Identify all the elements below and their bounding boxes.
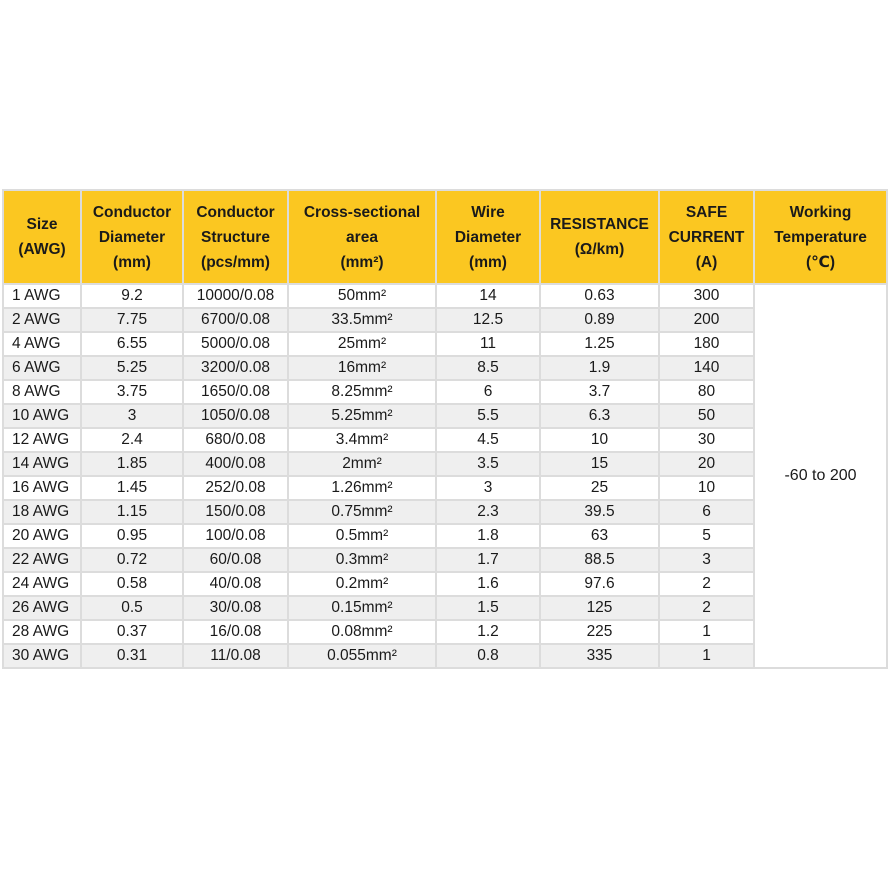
conductor-diameter-cell: 7.75 <box>81 308 183 332</box>
wire-diameter-cell: 8.5 <box>436 356 540 380</box>
conductor-diameter-cell: 0.31 <box>81 644 183 668</box>
header-wire-diameter <box>436 190 540 284</box>
conductor-structure-cell: 100/0.08 <box>183 524 288 548</box>
header-safe-current <box>659 190 754 284</box>
header-line: (mm²) <box>340 253 384 271</box>
safe-current-cell: 80 <box>659 380 754 404</box>
header-line: Working <box>789 203 852 221</box>
conductor-diameter-cell: 3 <box>81 404 183 428</box>
table-body <box>3 284 887 668</box>
header-line: Diameter <box>98 228 166 246</box>
resistance-cell: 6.3 <box>540 404 659 428</box>
header-line: SAFE <box>685 203 728 221</box>
wire-diameter-cell: 12.5 <box>436 308 540 332</box>
size-cell: 2 AWG <box>3 308 81 332</box>
header-working-temperature <box>754 190 887 284</box>
size-cell: 24 AWG <box>3 572 81 596</box>
resistance-cell: 10 <box>540 428 659 452</box>
size-cell: 10 AWG <box>3 404 81 428</box>
conductor-diameter-cell: 0.72 <box>81 548 183 572</box>
conductor-structure-cell: 1050/0.08 <box>183 404 288 428</box>
safe-current-cell: 6 <box>659 500 754 524</box>
header-size <box>3 190 81 284</box>
conductor-structure-cell: 60/0.08 <box>183 548 288 572</box>
safe-current-cell: 2 <box>659 596 754 620</box>
conductor-diameter-cell: 2.4 <box>81 428 183 452</box>
conductor-diameter-cell: 0.37 <box>81 620 183 644</box>
resistance-cell: 1.9 <box>540 356 659 380</box>
header-line: (℃) <box>805 253 836 271</box>
header-resistance <box>540 190 659 284</box>
header-line: Size <box>26 216 58 233</box>
cross-sectional-area-cell: 0.15mm² <box>288 596 436 620</box>
resistance-cell: 39.5 <box>540 500 659 524</box>
cross-sectional-area-cell: 1.26mm² <box>288 476 436 500</box>
wire-diameter-cell: 1.2 <box>436 620 540 644</box>
cross-sectional-area-cell: 33.5mm² <box>288 308 436 332</box>
safe-current-cell: 1 <box>659 620 754 644</box>
cross-sectional-area-cell: 0.08mm² <box>288 620 436 644</box>
header-line: RESISTANCE <box>550 216 649 233</box>
conductor-structure-cell: 11/0.08 <box>183 644 288 668</box>
awg-spec-table <box>2 189 888 669</box>
conductor-structure-cell: 1650/0.08 <box>183 380 288 404</box>
cross-sectional-area-cell: 50mm² <box>288 284 436 308</box>
wire-diameter-cell: 2.3 <box>436 500 540 524</box>
conductor-diameter-cell: 0.58 <box>81 572 183 596</box>
conductor-diameter-cell: 5.25 <box>81 356 183 380</box>
table-row <box>3 284 887 308</box>
table-header <box>3 190 887 284</box>
cross-sectional-area-cell: 0.3mm² <box>288 548 436 572</box>
safe-current-cell: 30 <box>659 428 754 452</box>
size-cell: 8 AWG <box>3 380 81 404</box>
conductor-diameter-cell: 0.5 <box>81 596 183 620</box>
resistance-cell: 225 <box>540 620 659 644</box>
size-cell: 12 AWG <box>3 428 81 452</box>
wire-diameter-cell: 1.8 <box>436 524 540 548</box>
size-cell: 4 AWG <box>3 332 81 356</box>
header-line: (mm) <box>113 253 151 271</box>
conductor-structure-cell: 40/0.08 <box>183 572 288 596</box>
size-cell: 22 AWG <box>3 548 81 572</box>
resistance-cell: 88.5 <box>540 548 659 572</box>
size-cell: 16 AWG <box>3 476 81 500</box>
size-cell: 20 AWG <box>3 524 81 548</box>
header-line: (pcs/mm) <box>201 253 270 271</box>
safe-current-cell: 140 <box>659 356 754 380</box>
conductor-diameter-cell: 3.75 <box>81 380 183 404</box>
cross-sectional-area-cell: 0.2mm² <box>288 572 436 596</box>
conductor-structure-cell: 252/0.08 <box>183 476 288 500</box>
conductor-structure-cell: 10000/0.08 <box>183 284 288 308</box>
header-line: Conductor <box>92 203 172 221</box>
resistance-cell: 15 <box>540 452 659 476</box>
cross-sectional-area-cell: 5.25mm² <box>288 404 436 428</box>
conductor-diameter-cell: 1.45 <box>81 476 183 500</box>
wire-diameter-cell: 4.5 <box>436 428 540 452</box>
safe-current-cell: 3 <box>659 548 754 572</box>
size-cell: 6 AWG <box>3 356 81 380</box>
cross-sectional-area-cell: 25mm² <box>288 332 436 356</box>
header-line: (mm) <box>469 253 507 271</box>
resistance-cell: 97.6 <box>540 572 659 596</box>
cross-sectional-area-cell: 3.4mm² <box>288 428 436 452</box>
resistance-cell: 3.7 <box>540 380 659 404</box>
cross-sectional-area-cell: 0.5mm² <box>288 524 436 548</box>
wire-diameter-cell: 1.6 <box>436 572 540 596</box>
header-line: (AWG) <box>18 241 66 258</box>
cross-sectional-area-cell: 16mm² <box>288 356 436 380</box>
header-line: Wire <box>471 203 505 221</box>
wire-diameter-cell: 5.5 <box>436 404 540 428</box>
header-line: Temperature <box>774 228 867 246</box>
safe-current-cell: 20 <box>659 452 754 476</box>
safe-current-cell: 180 <box>659 332 754 356</box>
header-row <box>3 190 887 284</box>
safe-current-cell: 300 <box>659 284 754 308</box>
conductor-structure-cell: 30/0.08 <box>183 596 288 620</box>
wire-diameter-cell: 6 <box>436 380 540 404</box>
resistance-cell: 0.89 <box>540 308 659 332</box>
wire-diameter-cell: 1.5 <box>436 596 540 620</box>
cross-sectional-area-cell: 0.75mm² <box>288 500 436 524</box>
header-line: Structure <box>201 228 270 246</box>
conductor-structure-cell: 5000/0.08 <box>183 332 288 356</box>
resistance-cell: 125 <box>540 596 659 620</box>
size-cell: 14 AWG <box>3 452 81 476</box>
conductor-diameter-cell: 1.15 <box>81 500 183 524</box>
size-cell: 1 AWG <box>3 284 81 308</box>
conductor-structure-cell: 6700/0.08 <box>183 308 288 332</box>
resistance-cell: 25 <box>540 476 659 500</box>
conductor-diameter-cell: 9.2 <box>81 284 183 308</box>
conductor-diameter-cell: 0.95 <box>81 524 183 548</box>
wire-diameter-cell: 3.5 <box>436 452 540 476</box>
size-cell: 30 AWG <box>3 644 81 668</box>
conductor-structure-cell: 400/0.08 <box>183 452 288 476</box>
cross-sectional-area-cell: 8.25mm² <box>288 380 436 404</box>
wire-diameter-cell: 11 <box>436 332 540 356</box>
wire-diameter-cell: 1.7 <box>436 548 540 572</box>
header-line: Diameter <box>454 228 522 246</box>
safe-current-cell: 1 <box>659 644 754 668</box>
conductor-diameter-cell: 6.55 <box>81 332 183 356</box>
conductor-diameter-cell: 1.85 <box>81 452 183 476</box>
cross-sectional-area-cell: 2mm² <box>288 452 436 476</box>
resistance-cell: 63 <box>540 524 659 548</box>
resistance-cell: 1.25 <box>540 332 659 356</box>
conductor-structure-cell: 150/0.08 <box>183 500 288 524</box>
header-conductor-diameter <box>81 190 183 284</box>
safe-current-cell: 50 <box>659 404 754 428</box>
header-line: (A) <box>695 253 718 271</box>
size-cell: 28 AWG <box>3 620 81 644</box>
size-cell: 26 AWG <box>3 596 81 620</box>
conductor-structure-cell: 16/0.08 <box>183 620 288 644</box>
header-line: area <box>346 228 378 246</box>
wire-diameter-cell: 14 <box>436 284 540 308</box>
header-line: Cross-sectional <box>303 203 421 221</box>
resistance-cell: 335 <box>540 644 659 668</box>
working-temperature-cell: -60 to 200 <box>754 284 887 668</box>
wire-diameter-cell: 0.8 <box>436 644 540 668</box>
header-line: CURRENT <box>668 228 745 246</box>
safe-current-cell: 5 <box>659 524 754 548</box>
header-cross-sectional-area <box>288 190 436 284</box>
conductor-structure-cell: 680/0.08 <box>183 428 288 452</box>
size-cell: 18 AWG <box>3 500 81 524</box>
wire-diameter-cell: 3 <box>436 476 540 500</box>
cross-sectional-area-cell: 0.055mm² <box>288 644 436 668</box>
conductor-structure-cell: 3200/0.08 <box>183 356 288 380</box>
safe-current-cell: 10 <box>659 476 754 500</box>
safe-current-cell: 200 <box>659 308 754 332</box>
header-line: Conductor <box>196 203 275 221</box>
resistance-cell: 0.63 <box>540 284 659 308</box>
safe-current-cell: 2 <box>659 572 754 596</box>
header-conductor-structure <box>183 190 288 284</box>
header-line: (Ω/km) <box>574 241 625 258</box>
